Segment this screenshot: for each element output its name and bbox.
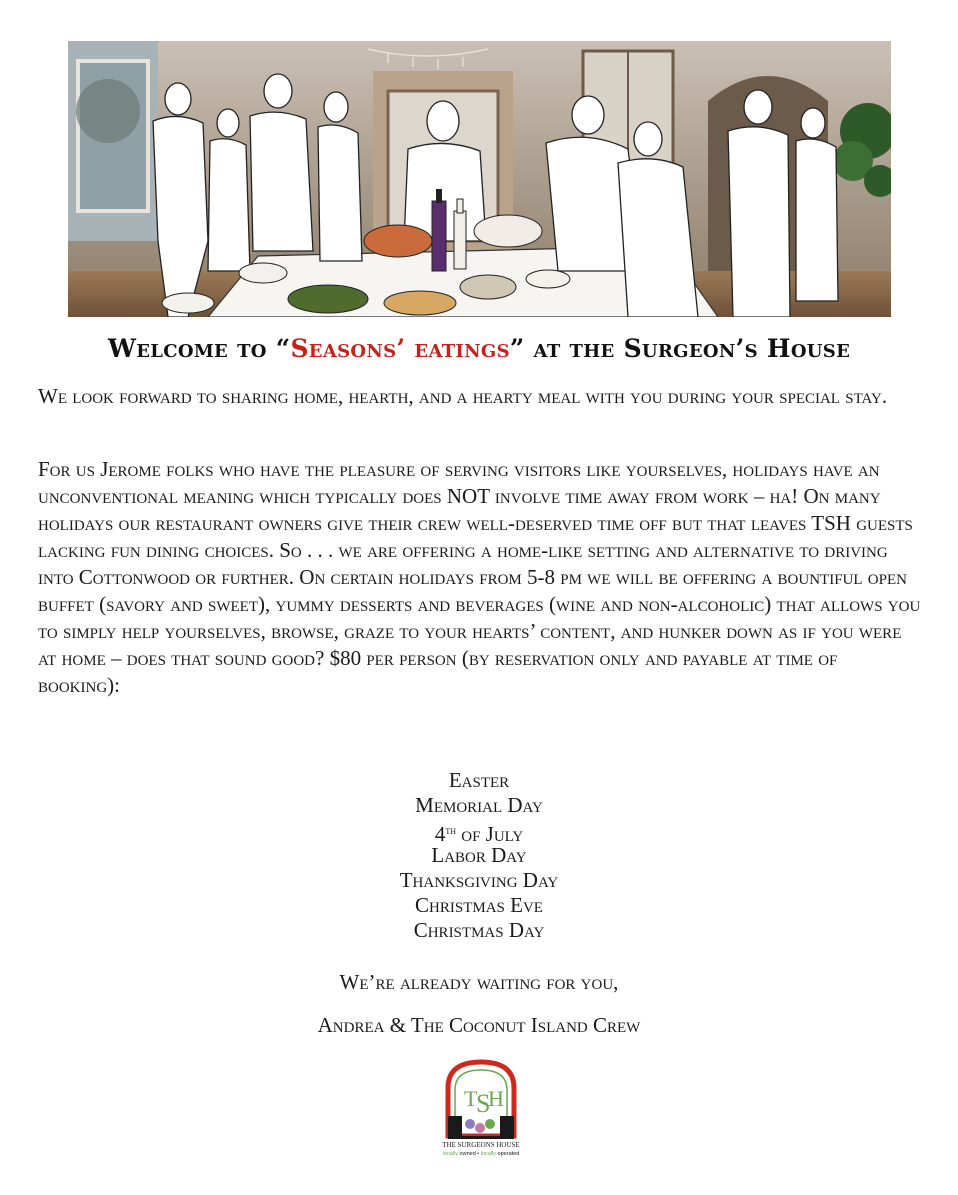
holiday-christmas-day: Christmas Day xyxy=(413,918,545,942)
tsh-logo-mark xyxy=(438,1058,524,1158)
page-headline xyxy=(0,334,958,363)
holiday-july-rest: of July xyxy=(455,822,524,846)
logo-letter-h: H xyxy=(488,1086,504,1111)
holiday-july-suffix: th xyxy=(445,823,456,837)
logo-tagline-locally-1: locally xyxy=(442,1151,459,1157)
holiday-thanksgiving: Thanksgiving Day xyxy=(399,868,559,892)
logo-tagline-operated: operated xyxy=(496,1151,520,1157)
logo-letter-t: T xyxy=(464,1086,478,1111)
holiday-fourth-of-july xyxy=(0,818,958,846)
holiday-list xyxy=(0,768,958,943)
headline-prefix: Welcome to “ xyxy=(107,334,291,363)
logo-tagline xyxy=(443,1151,520,1157)
holiday-july-number: 4 xyxy=(434,822,446,846)
holiday-memorial-day: Memorial Day xyxy=(415,793,543,817)
intro-paragraph: We look forward to sharing home, hearth, and a hearty meal with you during your special stay. xyxy=(38,384,888,408)
tsh-logo xyxy=(438,1058,524,1158)
holiday-christmas-eve: Christmas Eve xyxy=(415,893,543,917)
signature: Andrea & The Coconut Island Crew xyxy=(317,1013,641,1037)
dinner-party-illustration xyxy=(68,41,891,317)
headline-highlight: Seasons’ eatings xyxy=(290,334,510,363)
holiday-labor-day: Labor Day xyxy=(431,843,527,867)
holiday-easter: Easter xyxy=(448,768,510,792)
logo-tagline-locally-2: locally xyxy=(480,1151,497,1157)
offer-paragraph: For us Jerome folks who have the pleasure of serving visitors like yourselves, holidays have an unconventional meaning which typically does NOT involve time away from work – ha! On many holidays our restaurant owners give their crew well-deserved time off but that leaves TSH guests lacking fun dining choices. So . . . we are offering a home-like setting and alternative to driving into Cottonwood or further. On certain holidays from 5-8 pm we will be offering a bountiful open buffet (savory and sweet), yummy desserts and beverages (wine and non-alcoholic) that allows you to simply help yourselves, browse, graze to your hearts’ content, and hunker down as if you were at home – does that sound good? $80 per person (by reservation only and payable at time of booking): xyxy=(38,457,921,697)
logo-name: THE SURGEONS HOUSE xyxy=(442,1141,520,1149)
headline-suffix: ” at the Surgeon’s House xyxy=(509,334,851,363)
closing-line: We’re already waiting for you, xyxy=(339,970,619,994)
logo-letter-s: S xyxy=(476,1089,491,1118)
logo-tagline-owned: owned • xyxy=(458,1151,481,1157)
hero-illustration xyxy=(68,41,891,317)
